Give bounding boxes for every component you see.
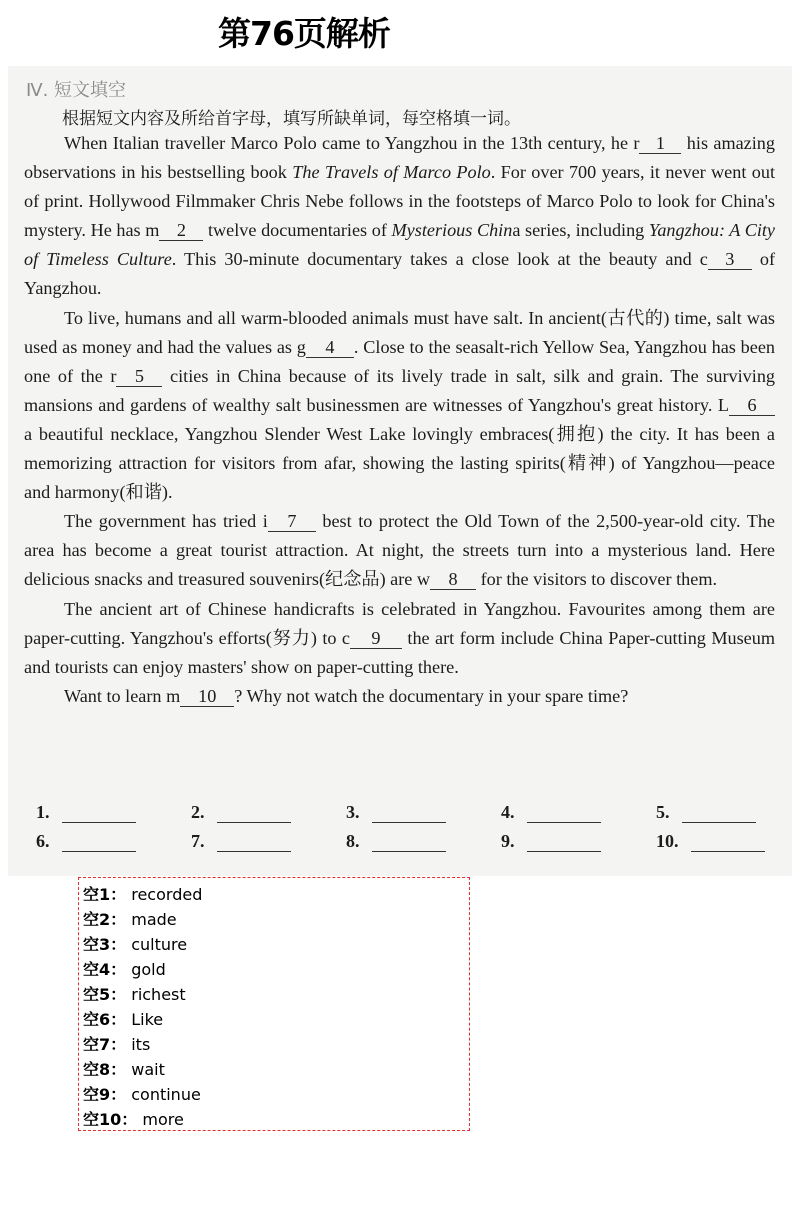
passage-text: for the visitors to discover them. xyxy=(476,569,718,590)
blank-line xyxy=(527,808,601,823)
paragraph xyxy=(24,595,775,682)
answer-value: Like xyxy=(131,1010,164,1029)
answer-value: made xyxy=(131,910,177,929)
answer-value: recorded xyxy=(131,885,203,904)
numbered-blank xyxy=(501,831,601,852)
fill-blank: 7 xyxy=(268,511,316,532)
numbered-blank xyxy=(191,831,291,852)
blank-line xyxy=(62,808,136,823)
fill-blank: 6 xyxy=(729,395,775,416)
passage-text: The government has tried i xyxy=(64,511,268,532)
italic-title-text: The Travels of Marco Polo xyxy=(292,162,491,183)
instruction-text: 根据短文内容及所给首字母，填写所缺单词，每空格填一词。 xyxy=(62,109,521,129)
passage xyxy=(24,129,775,711)
passage-text: of Yangzhou. xyxy=(24,249,776,299)
answer-label: 空5： xyxy=(83,985,127,1004)
exercise-scan xyxy=(8,66,792,876)
blank-line xyxy=(217,808,291,823)
passage-text: his amazing observations in his bestselling book xyxy=(24,133,775,183)
italic-title-text: Mysterious Chin xyxy=(391,220,513,241)
answer-value: continue xyxy=(131,1085,201,1104)
blank-number: 8. xyxy=(346,831,360,851)
numbered-blank xyxy=(656,802,756,823)
passage-text: To live, humans and all warm-blooded animals must have salt. In ancient(古代的) time, salt was used as money and had the values as g xyxy=(24,307,775,357)
answer-row xyxy=(83,1032,469,1057)
blank-number: 9. xyxy=(501,831,515,851)
answer-row xyxy=(83,982,469,1007)
answer-row xyxy=(83,957,469,982)
blank-number: 5. xyxy=(656,802,670,822)
blank-line xyxy=(372,837,446,852)
answer-label: 空9： xyxy=(83,1085,127,1104)
blank-line xyxy=(62,837,136,852)
passage-text: a beautiful necklace, Yangzhou Slender West Lake lovingly embraces(拥抱) the city. It has been a memorizing attraction for visitors from afar, showing the lasting spirits(精神) of Yangzhou—peace and harmony(和谐). xyxy=(24,423,775,503)
answer-label: 空8： xyxy=(83,1060,127,1079)
passage-text: . This 30-minute documentary takes a close look at the beauty and c xyxy=(171,249,708,270)
fill-blank: 1 xyxy=(639,133,681,154)
answer-label: 空7： xyxy=(83,1035,127,1054)
italic-title-text: Yangzhou: A City of Timeless Culture xyxy=(24,220,776,270)
numbered-blank xyxy=(346,802,446,823)
passage-text: twelve documentaries of xyxy=(203,220,392,241)
page-title: 第76页解析 xyxy=(218,14,390,53)
fill-blank: 8 xyxy=(430,569,476,590)
answer-row xyxy=(83,1082,469,1107)
blank-number: 10. xyxy=(656,831,679,851)
blank-line xyxy=(682,808,756,823)
blank-number: 4. xyxy=(501,802,515,822)
blank-line xyxy=(691,837,765,852)
passage-text: cities in China because of its lively trade in salt, silk and grain. The surviving mansions and gardens of wealthy salt businessmen are witnesses of Yangzhou's great history. L xyxy=(24,365,776,415)
passage-text: the art form include China Paper-cutting Museum and tourists can enjoy masters' show on paper-cutting there. xyxy=(24,627,775,677)
blank-number: 2. xyxy=(191,802,205,822)
blank-number: 1. xyxy=(36,802,50,822)
numbered-blank xyxy=(36,831,136,852)
answer-row xyxy=(83,1057,469,1082)
answer-value: richest xyxy=(131,985,186,1004)
answer-value: gold xyxy=(131,960,166,979)
answer-label: 空2： xyxy=(83,910,127,929)
passage-text: Want to learn m xyxy=(64,685,181,706)
passage-text: a series, including xyxy=(512,220,649,241)
paragraph xyxy=(24,304,775,508)
blank-number: 7. xyxy=(191,831,205,851)
answer-label: 空6： xyxy=(83,1010,127,1029)
numbered-blank xyxy=(656,831,765,852)
blank-line xyxy=(217,837,291,852)
answer-row xyxy=(83,932,469,957)
fill-blank: 3 xyxy=(708,249,752,270)
answer-row xyxy=(83,882,469,907)
fill-blank: 5 xyxy=(116,366,162,387)
paragraph xyxy=(24,682,775,711)
passage-text: . For over 700 years, it never went out of print. Hollywood Filmmaker Chris Nebe follows in the footsteps of Marco Polo to look for China's mystery. He has m xyxy=(24,162,775,241)
numbered-blank xyxy=(346,831,446,852)
answer-row xyxy=(83,1007,469,1032)
answer-value: more xyxy=(142,1110,184,1129)
answer-value: culture xyxy=(131,935,188,954)
passage-text: When Italian traveller Marco Polo came to Yangzhou in the 13th century, he r xyxy=(64,133,640,153)
blank-line xyxy=(527,837,601,852)
passage-text: The ancient art of Chinese handicrafts is celebrated in Yangzhou. Favourites among them are paper-cutting. Yangzhou's efforts(努力) to c xyxy=(24,598,775,648)
answer-value: wait xyxy=(131,1060,165,1079)
numbered-blank xyxy=(36,802,136,823)
passage-text: ? Why not watch the documentary in your spare time? xyxy=(234,685,629,706)
blank-line xyxy=(372,808,446,823)
section-heading: Ⅳ. 短文填空 xyxy=(26,80,127,101)
answer-row xyxy=(83,907,469,932)
passage-text: best to protect the Old Town of the 2,500-year-old city. The area has become a great tourist attraction. At night, the streets turn into a mysterious land. Here delicious snacks and treasured souvenirs(纪念品) are w xyxy=(24,511,775,590)
answer-label: 空10： xyxy=(83,1110,138,1129)
blank-number: 6. xyxy=(36,831,50,851)
fill-blank: 4 xyxy=(306,337,354,358)
answer-box xyxy=(78,877,470,1131)
blank-number: 3. xyxy=(346,802,360,822)
answer-label: 空3： xyxy=(83,935,127,954)
paragraph xyxy=(24,507,775,594)
paragraph xyxy=(24,129,775,304)
fill-blank: 2 xyxy=(159,220,203,241)
answer-row xyxy=(83,1107,469,1132)
passage-text: . Close to the seasalt-rich Yellow Sea, Yangzhou has been one of the r xyxy=(24,336,776,386)
fill-blank: 9 xyxy=(350,628,402,649)
numbered-blank xyxy=(191,802,291,823)
numbered-blank xyxy=(501,802,601,823)
answer-label: 空1： xyxy=(83,885,127,904)
answer-value: its xyxy=(131,1035,151,1054)
fill-blank: 10 xyxy=(180,686,234,707)
answer-label: 空4： xyxy=(83,960,127,979)
